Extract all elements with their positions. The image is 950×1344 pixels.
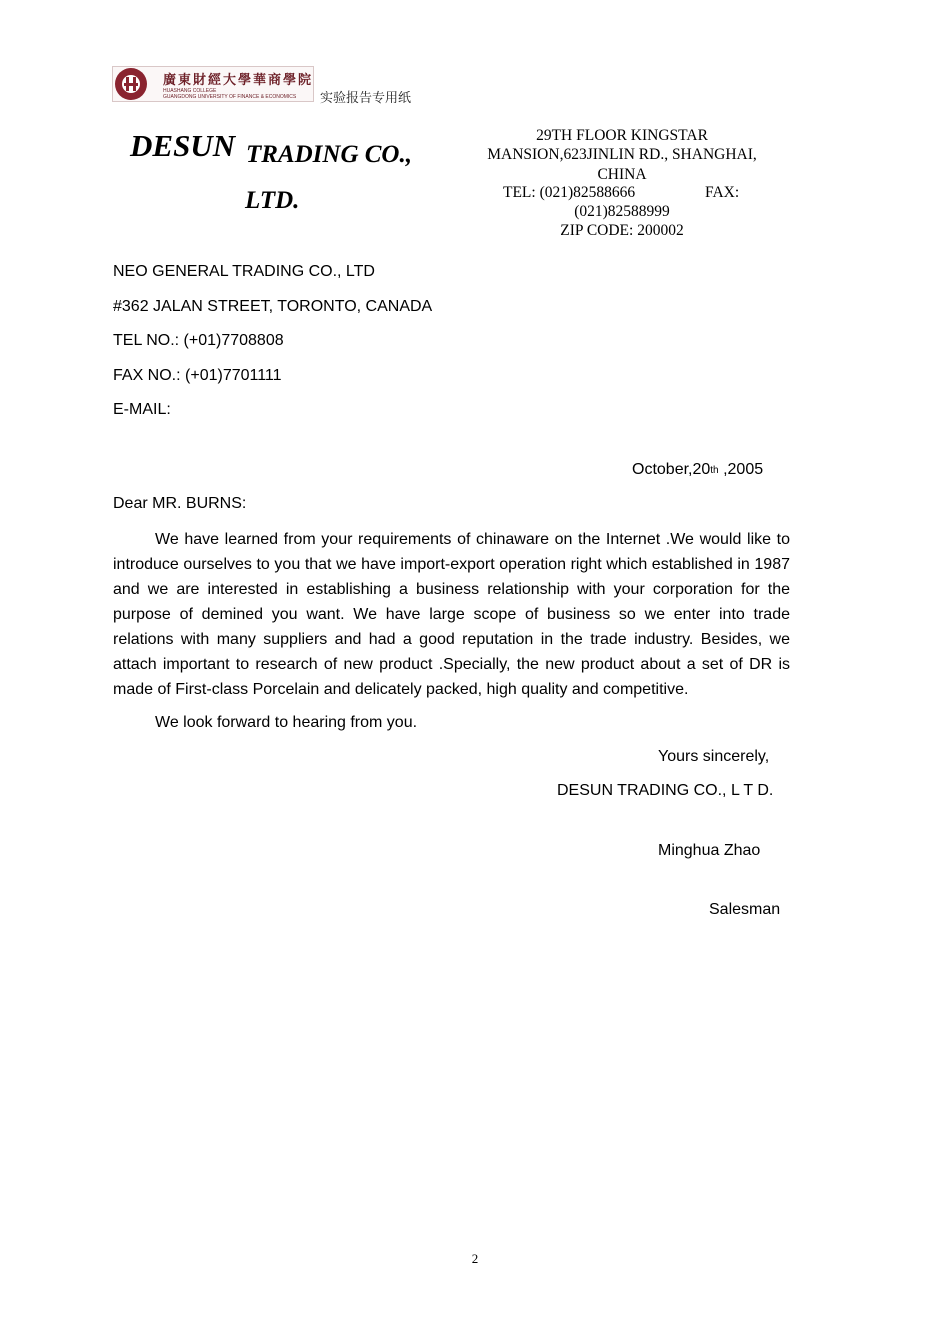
- letter-followup: We look forward to hearing from you.: [155, 714, 418, 731]
- signature-company: DESUN TRADING CO., L T D.: [557, 782, 774, 799]
- address-line-1: 29TH FLOOR KINGSTAR: [536, 127, 708, 144]
- company-fax-number: (021)82588999: [574, 203, 670, 220]
- address-line-3: CHINA: [597, 165, 647, 183]
- company-name-ltd: LTD.: [245, 187, 300, 214]
- salutation: Dear MR. BURNS:: [113, 495, 247, 512]
- address-line-2: MANSION,623JINLIN RD., SHANGHAI,: [487, 146, 757, 164]
- company-name-trading: TRADING CO.,: [246, 141, 412, 168]
- report-paper-label: 实验报告专用纸: [320, 91, 412, 106]
- college-logo: [112, 66, 314, 102]
- recipient-name: NEO GENERAL TRADING CO., LTD: [113, 263, 375, 280]
- recipient-address: #362 JALAN STREET, TORONTO, CANADA: [113, 298, 433, 315]
- college-seal-icon: [115, 68, 147, 100]
- date-suffix: th: [710, 465, 719, 476]
- recipient-fax: FAX NO.: (+01)7701111: [113, 367, 282, 384]
- logo-english-line1: HUASHANG COLLEGE: [163, 88, 217, 94]
- closing-phrase: Yours sincerely,: [658, 748, 770, 765]
- logo-chinese-name: 廣東財經大學華商學院: [163, 73, 314, 88]
- company-tel: TEL: (021)82588666: [503, 184, 636, 201]
- company-fax-label: FAX:: [705, 184, 740, 201]
- signer-name: Minghua Zhao: [658, 842, 761, 859]
- recipient-email: E-MAIL:: [113, 401, 171, 418]
- company-address: [470, 126, 774, 184]
- logo-english-line2: GUANGDONG UNIVERSITY OF FINANCE & ECONOMICS: [163, 94, 297, 100]
- letter-date: [632, 461, 763, 479]
- letter-body: We have learned from your requirements of chinaware on the Internet .We would like to introduce ourselves to you that we have import-export operation right which established in 1987 and we are interested in establishing a business relationship with your corporation for the purpose of demined you want. We have large scope of business so we enter into trade relations with many suppliers and had a good reputation in the trade industry. Besides, we attach important to research of new product .Specially, the new product about a set of DR is made of First-class Porcelain and delicately packed, high quality and competitive.: [113, 531, 790, 698]
- date-year: ,2005: [718, 461, 764, 478]
- signer-title: Salesman: [709, 901, 781, 918]
- recipient-tel: TEL NO.: (+01)7708808: [113, 332, 284, 349]
- date-month-day: October,20: [632, 461, 711, 478]
- company-name-desun: DESUN: [130, 128, 236, 163]
- company-zip: ZIP CODE: 200002: [560, 222, 684, 239]
- page-number: 2: [471, 1251, 479, 1266]
